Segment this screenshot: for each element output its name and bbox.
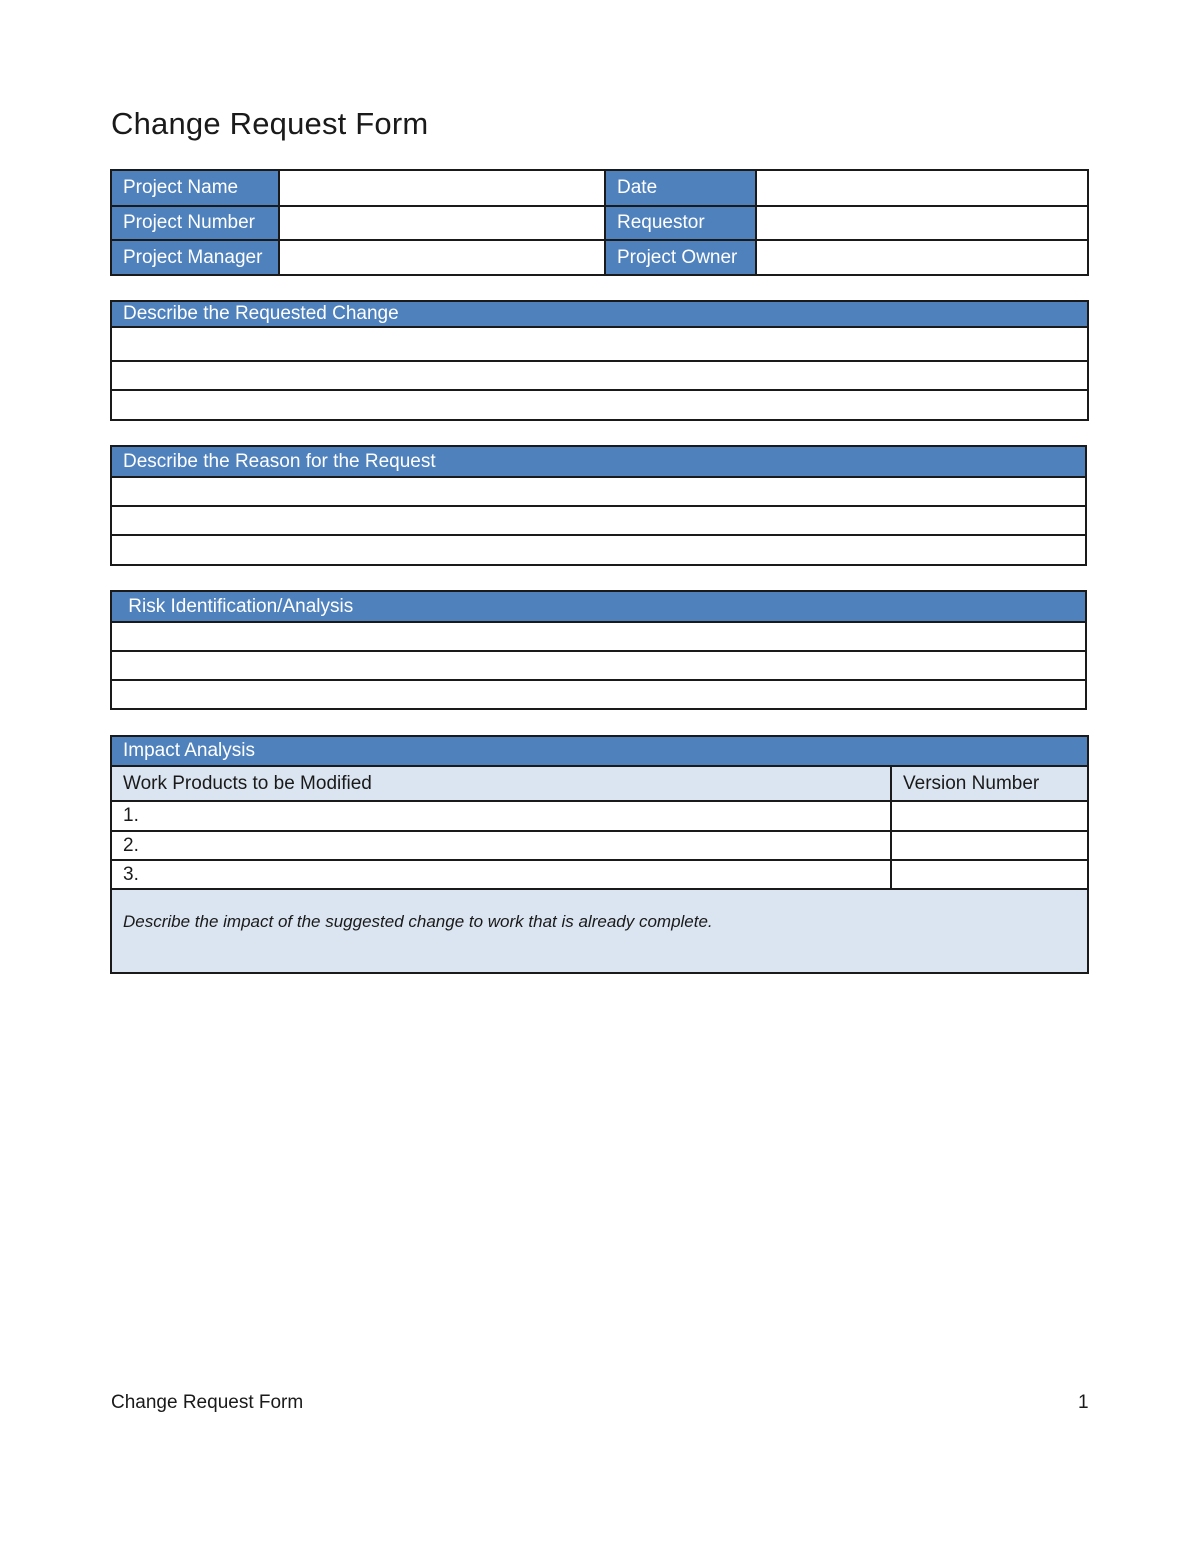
version-number-field[interactable] [891, 801, 1088, 831]
work-product-item[interactable]: 1. [111, 801, 891, 831]
project-manager-field[interactable] [279, 240, 605, 275]
date-label: Date [605, 170, 756, 206]
requested-change-line[interactable] [111, 390, 1088, 420]
project-info-table [110, 169, 1089, 276]
impact-description[interactable]: Describe the impact of the suggested change to work that is already complete. [111, 889, 1088, 973]
risk-header: Risk Identification/Analysis [111, 591, 1086, 622]
risk-line[interactable] [111, 651, 1086, 680]
requested-change-line[interactable] [111, 327, 1088, 361]
project-name-label: Project Name [111, 170, 279, 206]
work-product-item[interactable]: 2. [111, 831, 891, 860]
version-number-field[interactable] [891, 831, 1088, 860]
project-owner-field[interactable] [756, 240, 1088, 275]
impact-table [110, 735, 1089, 974]
requestor-label: Requestor [605, 206, 756, 240]
version-number-field[interactable] [891, 860, 1088, 889]
risk-table [110, 590, 1087, 710]
reason-line[interactable] [111, 477, 1086, 506]
reason-line[interactable] [111, 535, 1086, 565]
reason-header: Describe the Reason for the Request [111, 446, 1086, 477]
footer-title: Change Request Form [111, 1392, 304, 1413]
date-field[interactable] [756, 170, 1088, 206]
requestor-field[interactable] [756, 206, 1088, 240]
project-number-field[interactable] [279, 206, 605, 240]
work-products-column-header: Work Products to be Modified [111, 766, 891, 801]
page-number: 1 [1078, 1392, 1089, 1413]
reason-line[interactable] [111, 506, 1086, 535]
reason-table [110, 445, 1087, 566]
project-number-label: Project Number [111, 206, 279, 240]
requested-change-table [110, 300, 1089, 421]
risk-line[interactable] [111, 680, 1086, 709]
impact-header: Impact Analysis [111, 736, 1088, 766]
version-number-column-header: Version Number [891, 766, 1088, 801]
page-title: Change Request Form [111, 106, 429, 141]
project-manager-label: Project Manager [111, 240, 279, 275]
project-name-field[interactable] [279, 170, 605, 206]
project-owner-label: Project Owner [605, 240, 756, 275]
requested-change-header: Describe the Requested Change [111, 301, 1088, 327]
work-product-item[interactable]: 3. [111, 860, 891, 889]
requested-change-line[interactable] [111, 361, 1088, 390]
risk-line[interactable] [111, 622, 1086, 651]
